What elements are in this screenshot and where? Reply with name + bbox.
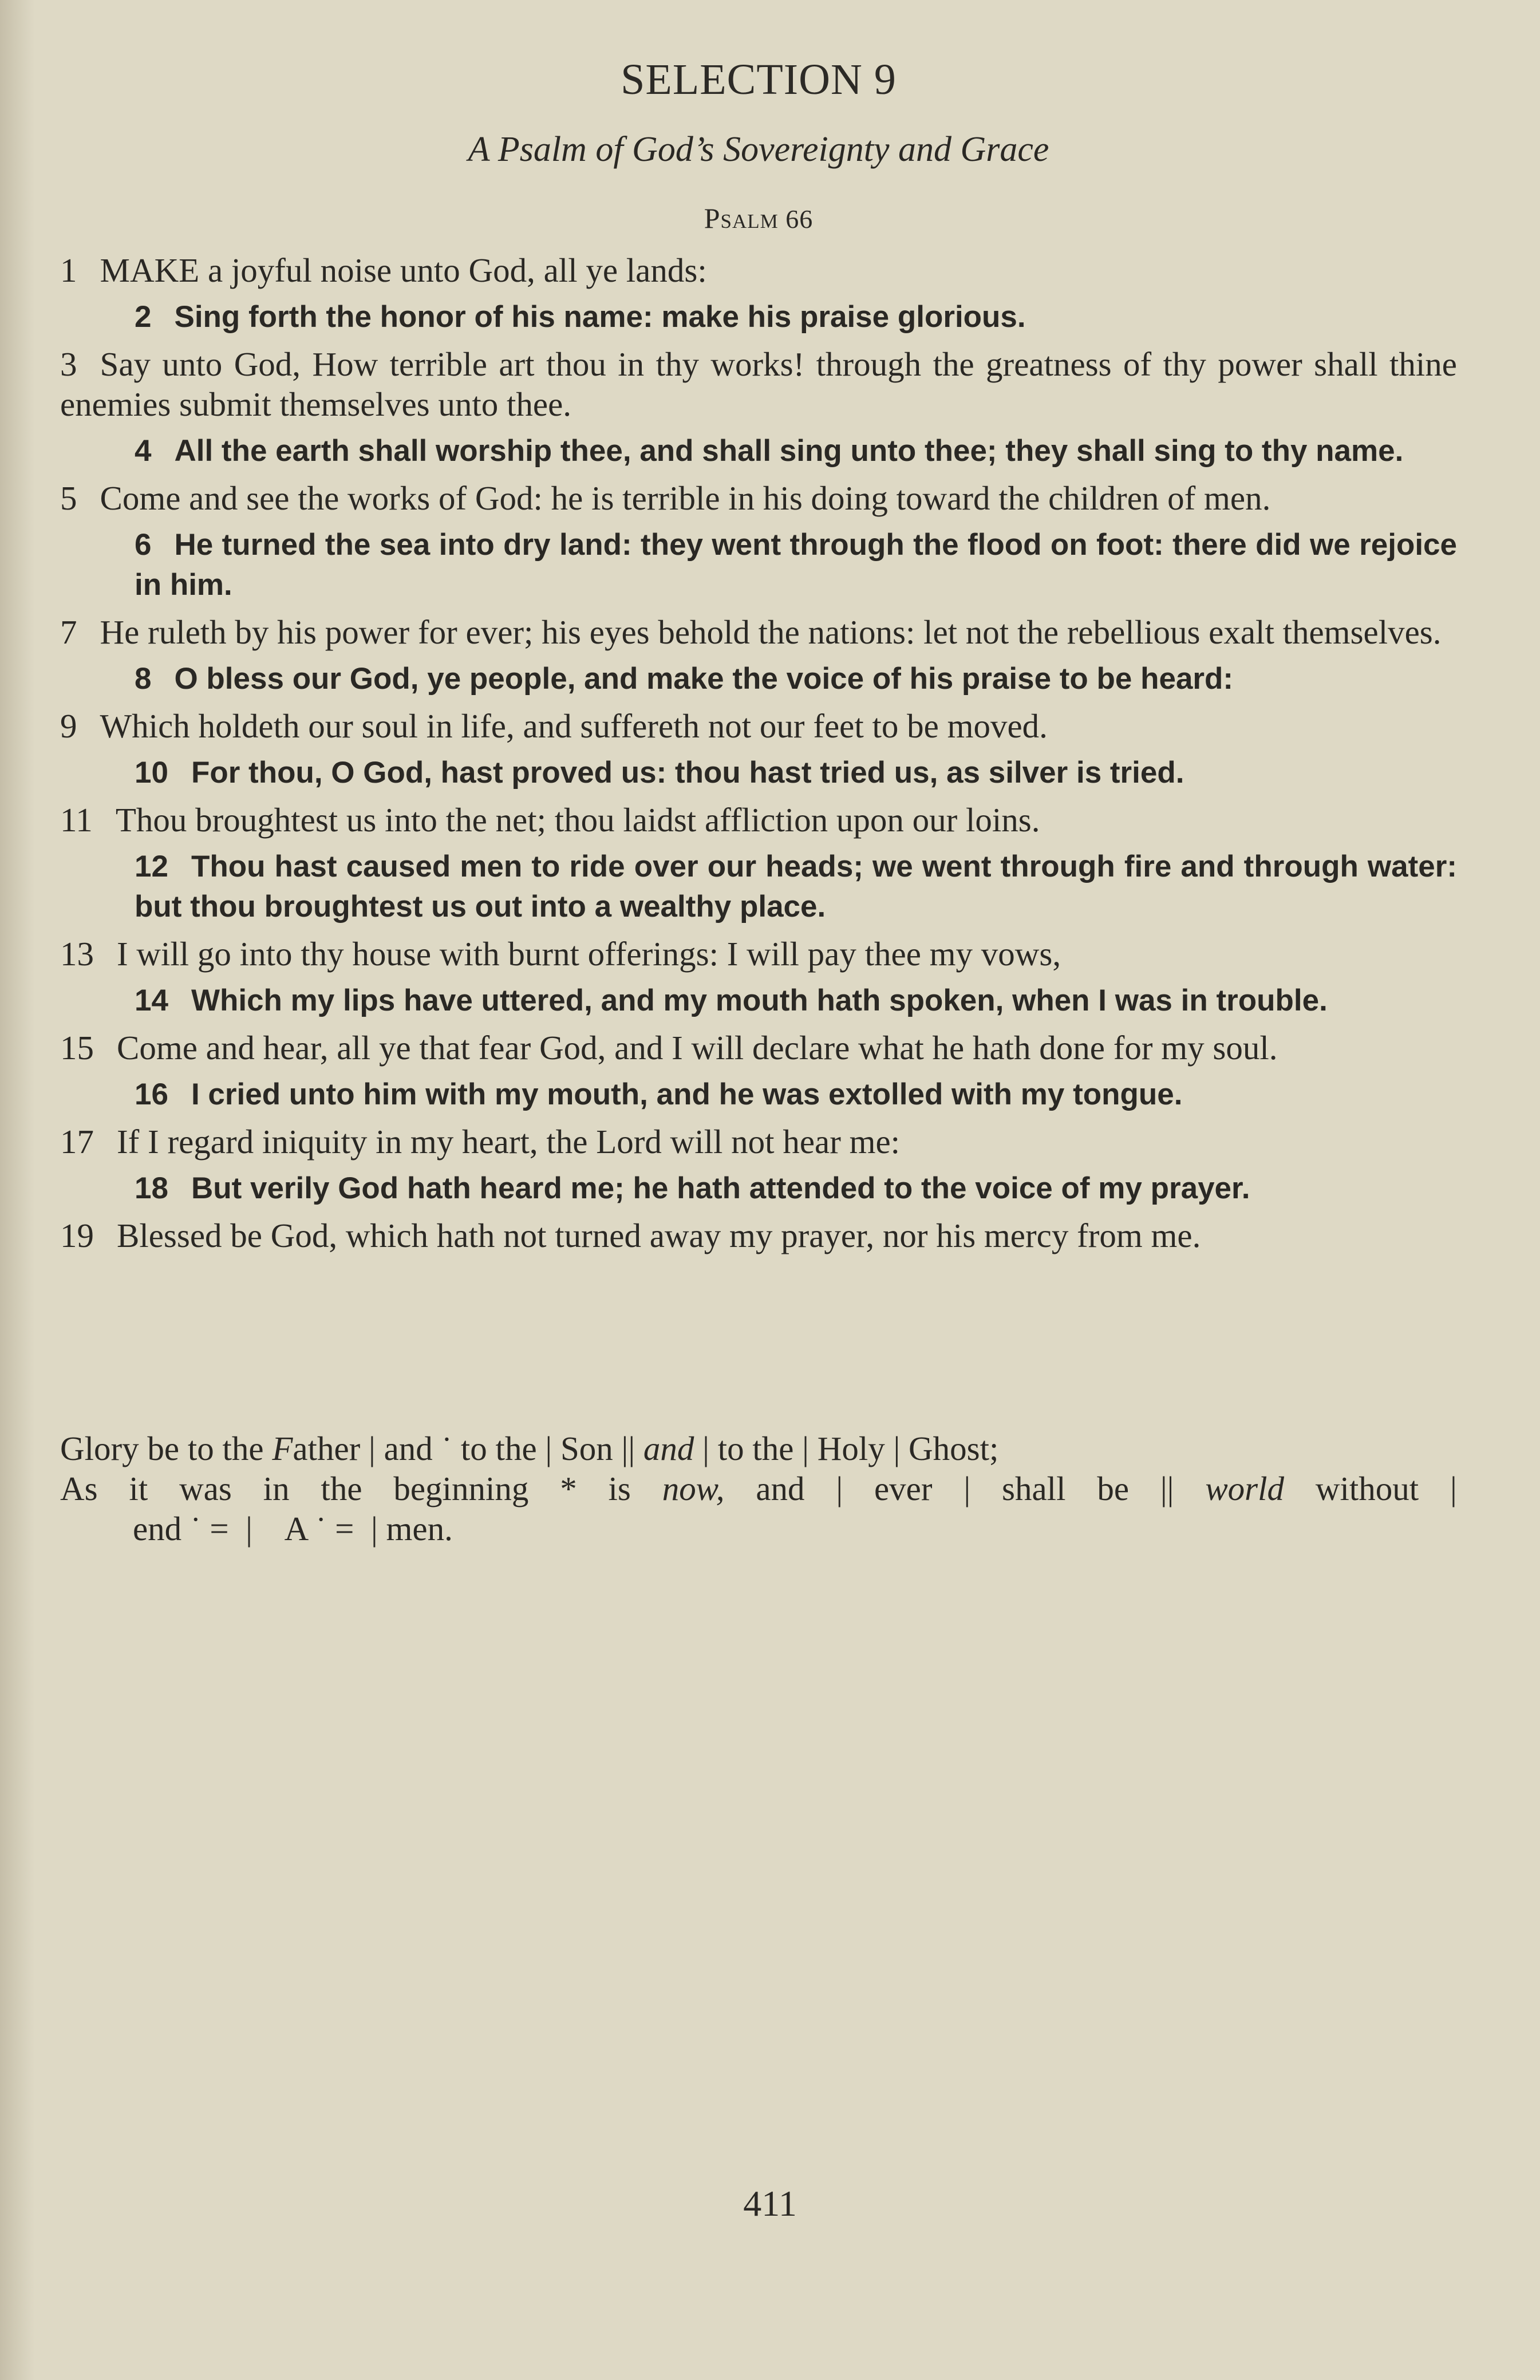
gloria-line-2 — [60, 1469, 1457, 1509]
verse-text: Thou broughtest us into the net; thou laidst affliction upon our loins. — [115, 801, 1040, 839]
verse-number: 1 — [60, 251, 77, 289]
verse-leader — [60, 1215, 1457, 1256]
verse-text: Blessed be God, which hath not turned away my prayer, nor his mercy from me. — [117, 1217, 1201, 1254]
gloria-italic-word: world — [1205, 1470, 1285, 1507]
psalm-reference — [60, 202, 1457, 235]
verse-number: 14 — [135, 984, 168, 1017]
verse-number: 8 — [135, 662, 152, 696]
gloria-word: * — [560, 1470, 577, 1507]
gloria-word: shall — [1002, 1470, 1066, 1507]
gloria-patri — [60, 1428, 1457, 1549]
gloria-bar: | — [1450, 1470, 1457, 1507]
verse-people — [60, 659, 1457, 699]
verse-text: O bless our God, ye people, and make the voice of his praise to be heard: — [174, 662, 1234, 696]
verse-number: 17 — [60, 1123, 94, 1161]
verse-leader — [60, 612, 1457, 652]
gloria-word: was — [179, 1470, 232, 1507]
gloria-word: As — [60, 1470, 98, 1507]
verse-number: 6 — [135, 528, 152, 562]
verse-number: 7 — [60, 613, 77, 651]
verse-text: Sing forth the honor of his name: make his praise glorious. — [174, 300, 1026, 334]
verse-text: For thou, O God, hast proved us: thou hast tried us, as silver is tried. — [191, 756, 1184, 790]
psalm-word: Psalm — [704, 202, 779, 234]
verse-text: Say unto God, How terrible art thou in thy works! through the greatness of thy power shall thine enemies submit themselves unto thee. — [60, 345, 1457, 423]
gloria-word: and — [756, 1470, 805, 1507]
verse-text: Which my lips have uttered, and my mouth hath spoken, when I was in trouble. — [191, 984, 1328, 1017]
gloria-italic-text: and — [643, 1430, 694, 1467]
verse-text: Come and see the works of God: he is terrible in his doing toward the children of men. — [100, 479, 1271, 517]
responsive-reading — [60, 243, 1457, 1262]
verse-people — [60, 847, 1457, 927]
selection-title: SELECTION 9 — [621, 56, 897, 104]
verse-people — [60, 431, 1457, 471]
verse-text: I will go into thy house with burnt offerings: I will pay thee my vows, — [117, 935, 1061, 973]
verse-number: 18 — [135, 1171, 168, 1205]
verse-number: 15 — [60, 1029, 94, 1067]
verse-leader — [60, 344, 1457, 424]
gloria-text: ather | and ˙ to the | Son || — [293, 1430, 643, 1467]
gloria-italic-word: now, — [662, 1470, 725, 1507]
verse-text: Thou hast caused men to ride over our heads; we went through fire and through water: but thou broughtest us out into a wealthy place. — [135, 850, 1457, 923]
gloria-text: | to the | Holy | Ghost; — [694, 1430, 999, 1467]
verse-leader — [60, 478, 1457, 518]
verse-number: 9 — [60, 707, 77, 745]
gloria-word: in — [263, 1470, 290, 1507]
verse-text: But verily God hath heard me; he hath attended to the voice of my prayer. — [191, 1171, 1250, 1205]
gloria-bar: | — [836, 1470, 843, 1507]
verse-number: 11 — [60, 801, 93, 839]
verse-text: If I regard iniquity in my heart, the Lord will not hear me: — [117, 1123, 901, 1161]
verse-people — [60, 525, 1457, 605]
verse-people — [60, 753, 1457, 793]
verse-number: 19 — [60, 1217, 94, 1254]
verse-people — [60, 297, 1457, 337]
verse-text: He ruleth by his power for ever; his eyes behold the nations: let not the rebellious exalt themselves. — [100, 613, 1442, 651]
page-number: 411 — [743, 2183, 797, 2224]
gloria-word: the — [321, 1470, 362, 1507]
gloria-line-1 — [60, 1428, 1457, 1469]
gloria-double-bar: || — [1160, 1470, 1174, 1507]
verse-number: 3 — [60, 345, 77, 383]
verse-number: 16 — [135, 1077, 168, 1111]
gloria-word: beginning — [393, 1470, 529, 1507]
verse-people — [60, 981, 1457, 1021]
verse-number: 5 — [60, 479, 77, 517]
verse-number: 4 — [135, 434, 152, 468]
gloria-word: ever — [874, 1470, 933, 1507]
verse-leader — [60, 934, 1457, 974]
gloria-word: without — [1315, 1470, 1419, 1507]
verse-leader — [60, 250, 1457, 290]
page-edge-shadow — [0, 0, 34, 2380]
gloria-bar: | — [964, 1470, 971, 1507]
verse-text: I cried unto him with my mouth, and he was extolled with my tongue. — [191, 1077, 1183, 1111]
verse-text: MAKE a joyful noise unto God, all ye lands: — [100, 251, 707, 289]
verse-people — [60, 1169, 1457, 1209]
psalm-subtitle: A Psalm of God’s Sovereignty and Grace — [468, 130, 1049, 169]
verse-leader — [60, 706, 1457, 746]
verse-text: All the earth shall worship thee, and shall sing unto thee; they shall sing to thy name. — [174, 434, 1404, 468]
gloria-word: it — [129, 1470, 148, 1507]
gloria-italic-text: F — [272, 1430, 293, 1467]
verse-text: Come and hear, all ye that fear God, and I will declare what he hath done for my soul. — [117, 1029, 1278, 1067]
verse-number: 12 — [135, 850, 168, 883]
verse-leader — [60, 800, 1457, 840]
verse-leader — [60, 1028, 1457, 1068]
gloria-text: Glory be to the — [60, 1430, 273, 1467]
gloria-word: is — [608, 1470, 631, 1507]
verse-text: He turned the sea into dry land: they went through the flood on foot: there did we rejoice in him. — [135, 528, 1457, 602]
psalm-number: 66 — [785, 204, 814, 234]
gloria-word: be — [1097, 1470, 1129, 1507]
verse-leader — [60, 1122, 1457, 1162]
verse-number: 10 — [135, 756, 168, 790]
verse-number: 13 — [60, 935, 94, 973]
verse-people — [60, 1075, 1457, 1115]
verse-number: 2 — [135, 300, 152, 334]
gloria-line-3: end ˙ = | A ˙ = | men. — [133, 1510, 453, 1548]
verse-text: Which holdeth our soul in life, and suffereth not our feet to be moved. — [100, 707, 1048, 745]
